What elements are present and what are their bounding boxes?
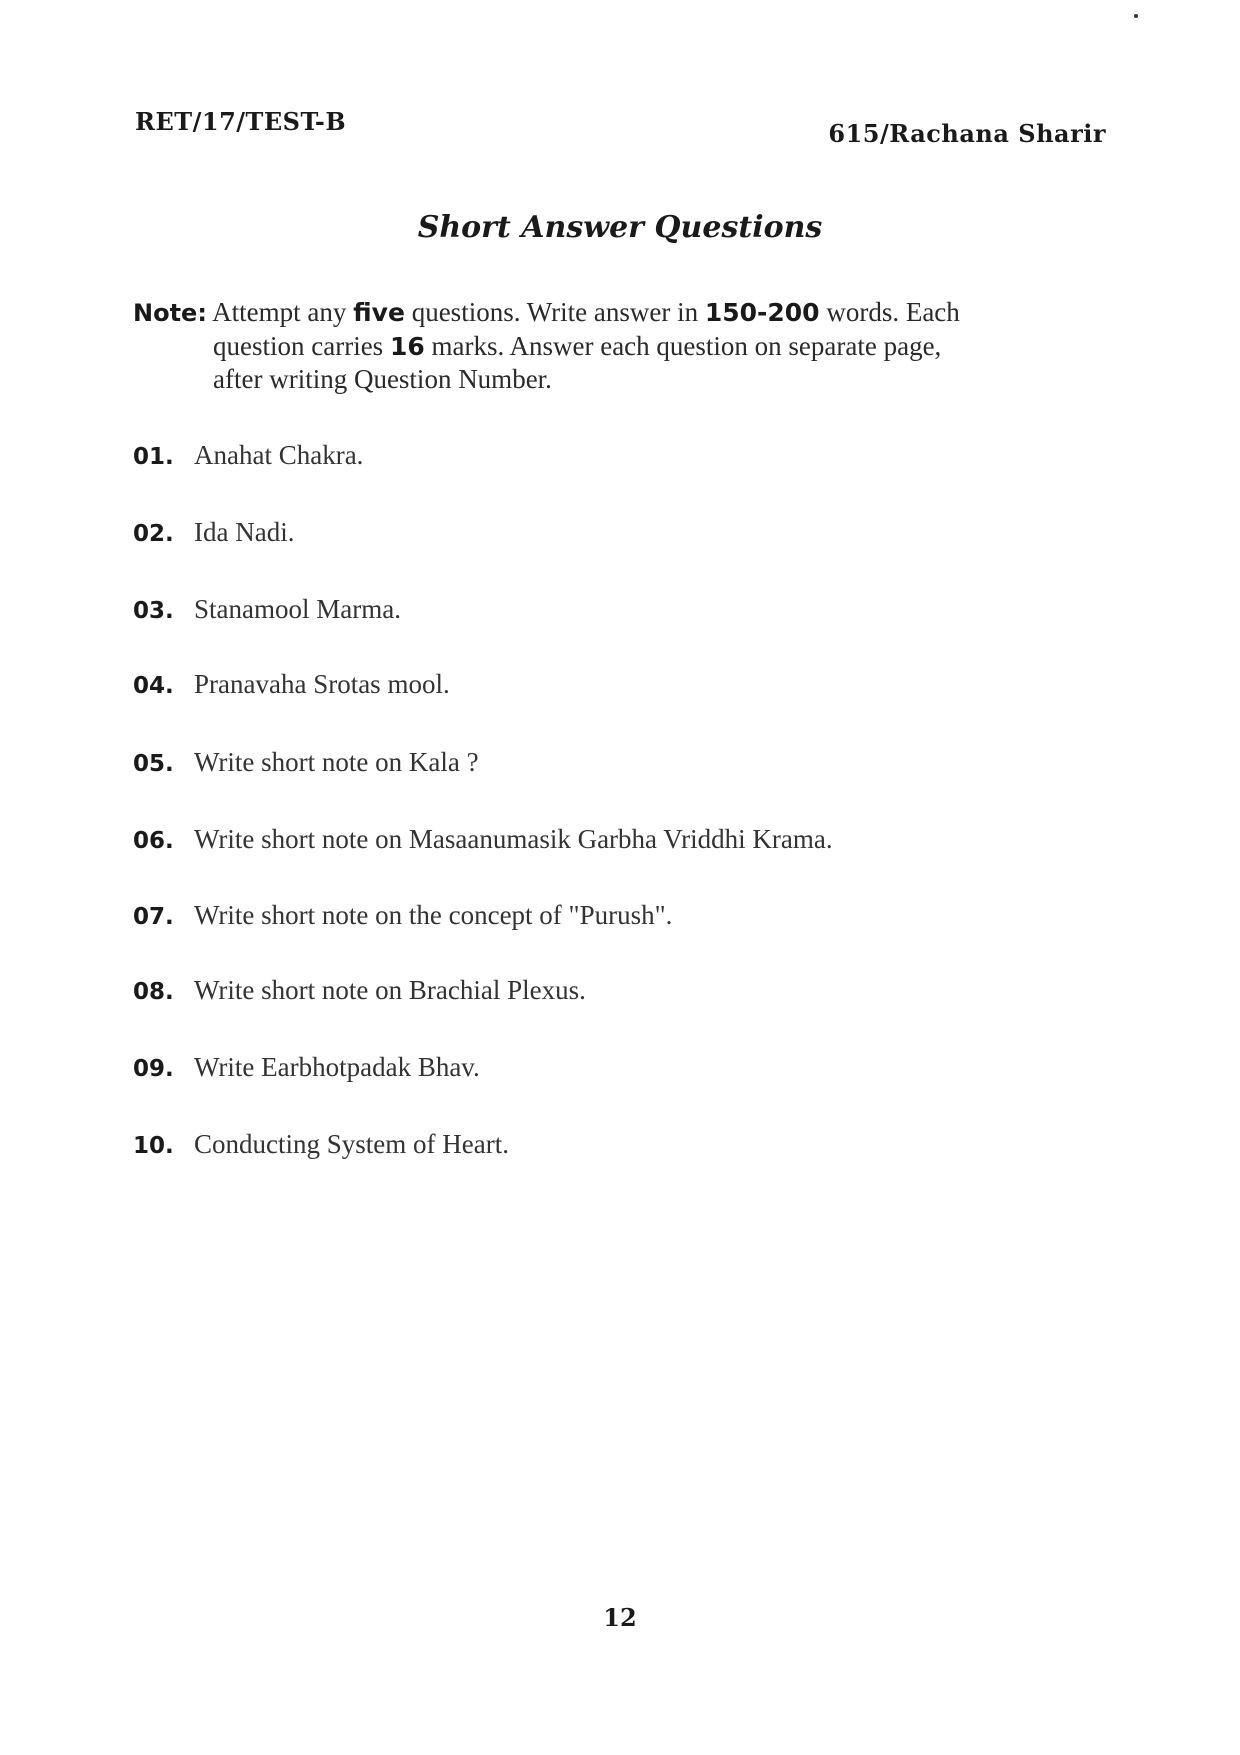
question-text: Pranavaha Srotas mool. <box>194 669 450 699</box>
note-text-4: question carries <box>213 331 390 361</box>
page-title: Short Answer Questions <box>417 210 823 245</box>
note-bold-five: five <box>353 298 405 327</box>
question-item <box>133 1129 509 1160</box>
question-text: Write Earbhotpadak Bhav. <box>194 1052 480 1082</box>
note-text-1: Attempt any <box>206 297 354 327</box>
subject-code: 615/Rachana Sharir <box>828 119 1106 148</box>
note-bold-marks: 16 <box>389 332 425 361</box>
note-line-3: after writing Question Number. <box>213 364 552 394</box>
question-text: Write short note on Masaanumasik Garbha Vriddhi Krama. <box>194 824 833 854</box>
question-item <box>133 900 672 931</box>
question-item <box>133 669 450 700</box>
note-line-2 <box>133 330 1113 363</box>
note-text-3: words. Each <box>819 297 960 327</box>
note-line-1 <box>133 296 1113 330</box>
question-number: 05. <box>133 751 174 777</box>
question-number: 06. <box>133 828 174 854</box>
note-bold-word-count: 150-200 <box>704 298 820 327</box>
question-text: Write short note on Brachial Plexus. <box>194 975 586 1005</box>
question-text: Conducting System of Heart. <box>194 1129 509 1159</box>
question-number: 02. <box>133 521 174 547</box>
question-item <box>133 1052 480 1083</box>
question-item <box>133 747 479 778</box>
question-number: 07. <box>133 904 174 930</box>
question-text: Ida Nadi. <box>194 517 295 547</box>
question-number: 10. <box>133 1133 174 1159</box>
question-text: Write short note on Kala ? <box>194 747 479 777</box>
question-number: 01. <box>133 444 174 470</box>
question-number: 03. <box>133 598 174 624</box>
instructions-note <box>133 296 1113 396</box>
question-item <box>133 440 363 471</box>
note-text-2: questions. Write answer in <box>404 297 705 327</box>
question-text: Anahat Chakra. <box>194 440 364 470</box>
note-text-5: marks. Answer each question on separate page, <box>424 331 942 361</box>
question-number: 09. <box>133 1056 174 1082</box>
scan-speck <box>1134 14 1138 18</box>
page-number: 12 <box>603 1603 637 1632</box>
question-text: Write short note on the concept of "Purush". <box>194 900 673 930</box>
question-item <box>133 975 586 1006</box>
question-item <box>133 517 294 548</box>
exam-code: RET/17/TEST-B <box>135 107 347 136</box>
question-item <box>133 594 401 625</box>
question-number: 08. <box>133 979 174 1005</box>
note-label: Note: <box>133 299 207 327</box>
question-item <box>133 824 833 855</box>
question-number: 04. <box>133 673 174 699</box>
question-text: Stanamool Marma. <box>194 594 401 624</box>
